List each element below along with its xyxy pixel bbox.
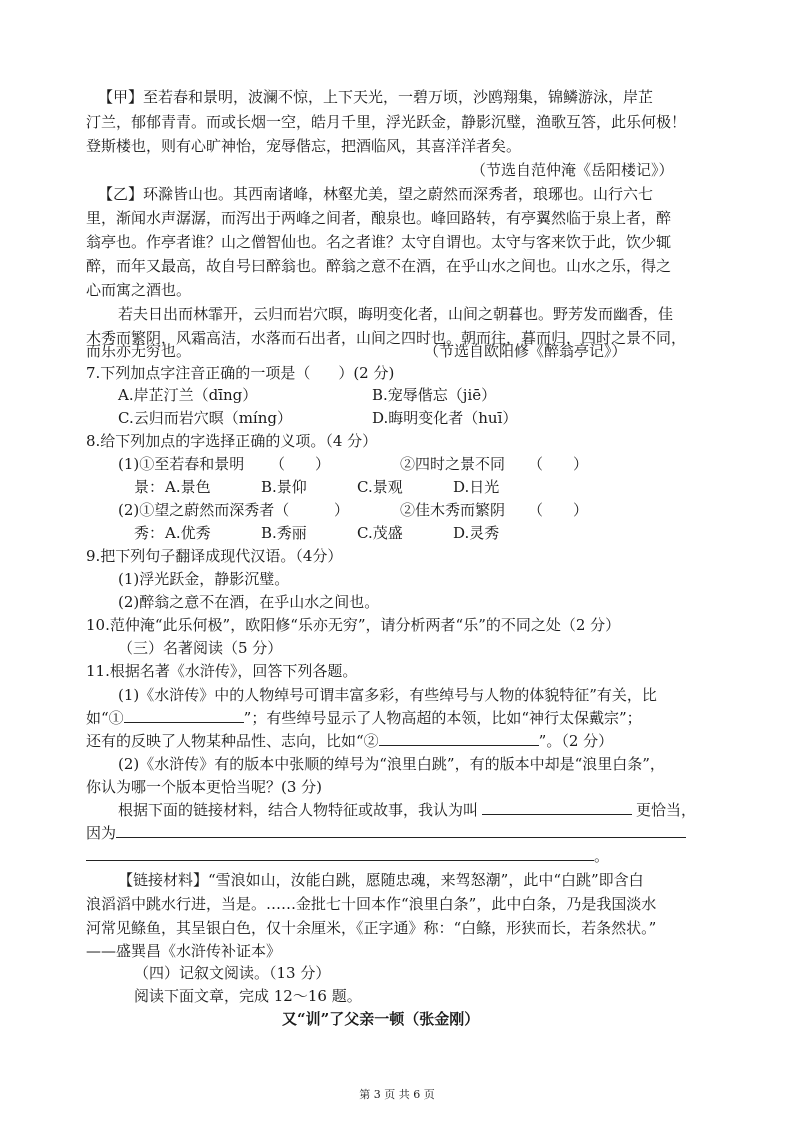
passage-yi-line-3: 翁亭也。作亭者谁？山之僧智仙也。名之者谁？太守自谓也。太守与客来饮于此，饮少辄 (86, 233, 672, 251)
q7-option-d: D.晦明变化者（huī） (372, 409, 518, 427)
q11-stem: 11.根据名著《水浒传》，回答下列各题。 (86, 662, 358, 680)
q11-p3-line-1a: 根据下面的链接材料，结合人物特征或故事，我认为叫 (118, 801, 479, 819)
q11-p3-line-1 (118, 799, 696, 821)
passage-jia-line-1: 【甲】至若春和景明，波澜不惊，上下天光，一碧万顷，沙鸥翔集，锦鳞游泳，岸芷 (98, 88, 654, 106)
passage-yi-line-4: 醉，而年又最高，故自号曰醉翁也。醉翁之意不在酒，在乎山水之间也。山水之乐，得之 (86, 257, 672, 275)
version-answer-blank[interactable] (482, 799, 632, 815)
q11-p1-line-2a: 如“① (86, 709, 124, 727)
q8-r2-d: D.日光 (453, 478, 500, 496)
passage-yi-line-1: 【乙】环滁皆山也。其西南诸峰，林壑尤美，望之蔚然而深秀者，琅琊也。山行六七 (98, 185, 654, 203)
q11-p3-line-2 (86, 822, 686, 844)
q8-r4-a: A.优秀 (165, 524, 211, 542)
q8-r3-left: (2)①望之蔚然而深秀者（ (118, 501, 290, 519)
q8-r1-paren2[interactable]: （ ） (528, 455, 589, 473)
q8-r3-paren2[interactable]: （ ） (528, 501, 589, 519)
reason-blank-2[interactable] (86, 845, 594, 861)
q11-p3-line-3-end: 。 (594, 847, 610, 865)
q11-p1-line-3a: 还有的反映了人物某种品性、志向，比如“② (86, 732, 379, 750)
q8-r1-left: (1)①至若春和景明 (118, 455, 245, 473)
q11-p2-line-2: 你认为哪一个版本更恰当呢？(3 分) (86, 778, 323, 796)
passage-yi-line-7: 木秀而繁阴，风霜高洁，水落而石出者，山间之四时也。朝而往，暮而归，四时之景不同， (86, 329, 687, 347)
q8-r3-right: ②佳木秀而繁阴 (400, 501, 506, 519)
q8-r1-right: ②四时之景不同 (400, 455, 506, 473)
q11-p1-line-1: (1)《水浒传》中的人物绰号可谓丰富多彩，有些绰号与人物的体貌特征”有关，比 (118, 686, 657, 704)
section-4-instruction: 阅读下面文章，完成 12～16 题。 (134, 987, 362, 1005)
section-4-heading: （四）记叙文阅读。（13 分） (134, 964, 331, 982)
q8-r4-d: D.灵秀 (453, 524, 500, 542)
q9-stem: 9.把下列句子翻译成现代汉语。（4分） (86, 547, 343, 565)
nickname-blank-1[interactable] (124, 707, 244, 723)
q9-sentence-1: (1)浮光跃金，静影沉璧。 (118, 570, 290, 588)
page-number: 第 3 页 共 6 页 (359, 1088, 435, 1101)
q7-stem (86, 362, 394, 384)
passage-yi-line-2: 里，渐闻水声潺潺，而泻出于两峰之间者，酿泉也。峰回路转，有亭翼然临于泉上者，醉 (86, 209, 672, 227)
q11-p1-line-2 (86, 707, 642, 729)
q8-r2-lead: 景： (134, 478, 165, 496)
link-material-line-3: 河常见鲦鱼，其呈银白色，仅十余厘米，《正字通》称：“白鲦，形狭而长，若条然状。” (86, 919, 657, 937)
section-3-heading: （三）名著阅读（5 分） (118, 639, 283, 657)
q8-r4-c: C.茂盛 (357, 524, 403, 542)
q11-p3-line-3 (86, 845, 609, 867)
q7-option-a: A.岸芷汀兰（dīng） (118, 386, 258, 404)
passage-jia-source: （节选自范仲淹《岳阳楼记》） (471, 161, 674, 179)
nickname-blank-2[interactable] (379, 730, 539, 746)
q11-p1-line-2b: ”；有些绰号显示了人物高超的本领，比如“神行太保戴宗”； (243, 709, 642, 727)
article-title: 又“训”了父亲一顿（张金刚） (282, 1010, 480, 1028)
q8-r3-mid[interactable]: ） (334, 501, 350, 519)
passage-yi-line-8: 而乐亦无穷也。 (86, 342, 192, 360)
q9-sentence-2: (2)醉翁之意不在酒，在乎山水之间也。 (118, 593, 380, 611)
passage-jia-line-3: 登斯楼也，则有心旷神怡，宠辱偕忘，把酒临风，其喜洋洋者矣。 (86, 137, 522, 155)
q11-p3-line-1b: 更恰当， (636, 801, 697, 819)
q7-option-b: B.宠辱偕忘（jiē） (372, 386, 497, 404)
q10-stem: 10.范仲淹“此乐何极”，欧阳修“乐亦无穷”，请分析两者“乐”的不同之处（2 分） (86, 616, 621, 634)
q8-r2-b: B.景仰 (261, 478, 307, 496)
passage-jia-line-2: 汀兰，郁郁青青。而或长烟一空，皓月千里，浮光跃金，静影沉璧，渔歌互答，此乐何极！ (86, 113, 687, 131)
reason-blank-1[interactable] (116, 822, 686, 838)
q11-p2-line-1: (2)《水浒传》有的版本中张顺的绰号为“浪里白跳”，有的版本中却是“浪里白条”， (118, 755, 665, 773)
q7-option-c: C.云归而岩穴暝（míng） (118, 409, 292, 427)
passage-yi-line-5: 心而寓之酒也。 (86, 281, 192, 299)
q11-p1-line-3 (86, 730, 613, 752)
passage-yi-line-6: 若夫日出而林霏开，云归而岩穴暝，晦明变化者，山间之朝暮也。野芳发而幽香，佳 (118, 305, 674, 323)
q11-p3-line-2-text: 因为 (86, 824, 117, 842)
link-material-line-1: 【链接材料】“雪浪如山，汝能白跳，愿随忠魂，来驾怒潮”，此中“白跳”即含白 (118, 871, 644, 889)
link-material-line-4: ——盛巽昌《水浒传补证本》 (86, 942, 282, 960)
q7-stem-text: 7.下列加点字注音正确的一项是（ (86, 364, 311, 382)
q7-stem-score: ）(2 分) (338, 364, 395, 382)
q8-stem: 8.给下列加点的字选择正确的义项。（4 分） (86, 432, 378, 450)
q8-r2-c: C.景观 (357, 478, 403, 496)
q8-r4-lead: 秀： (134, 524, 165, 542)
q8-r4-b: B.秀丽 (261, 524, 307, 542)
q8-r1-paren[interactable]: （ ） (270, 455, 331, 473)
q11-p1-line-3b: ”。（2 分） (538, 732, 614, 750)
passage-yi-source: （节选自欧阳修《醉翁亭记》） (424, 342, 627, 360)
link-material-line-2: 浪滔滔中跳水行进，当是。……金批七十回本作“浪里白条”，此中白条，乃是我国淡水 (86, 895, 657, 913)
q8-r2-a: A.景色 (165, 478, 211, 496)
